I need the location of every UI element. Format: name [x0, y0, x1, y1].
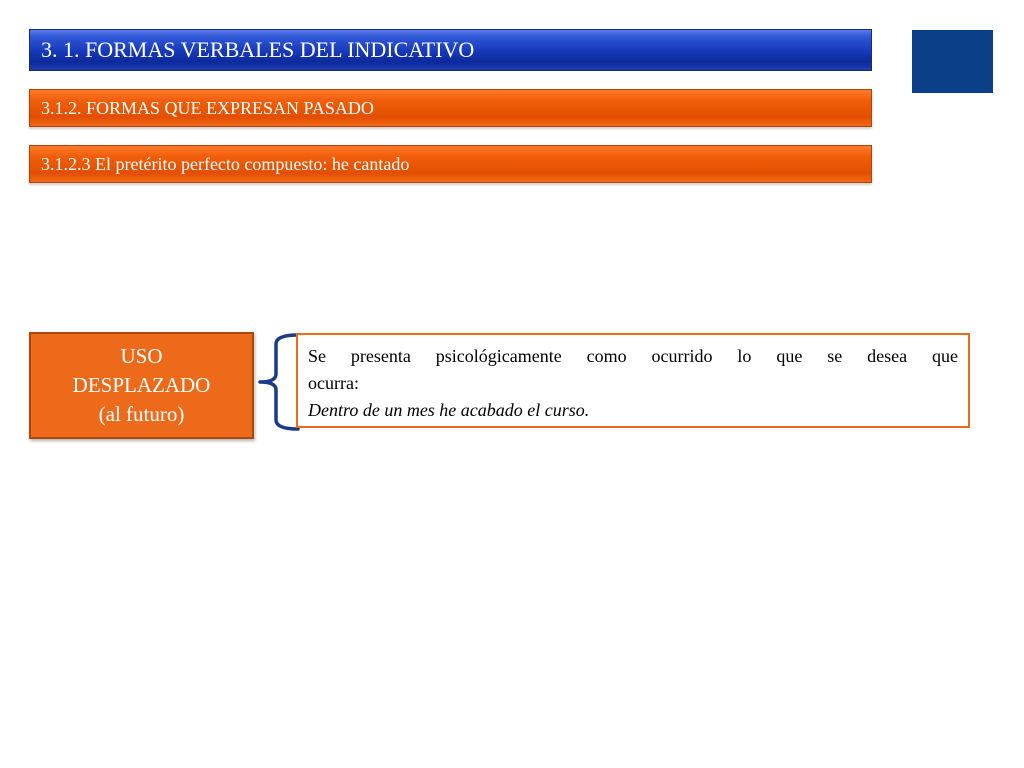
curly-brace-icon	[254, 332, 302, 432]
uso-line-1: USO	[120, 344, 163, 368]
uso-line-3: (al futuro)	[98, 402, 185, 426]
description-example: Dentro de un mes he acabado el curso.	[308, 400, 590, 420]
corner-square	[912, 30, 993, 93]
section-title: 3.1.2. FORMAS QUE EXPRESAN PASADO	[41, 97, 374, 118]
subsection-bar	[29, 145, 872, 183]
title-bar	[29, 29, 872, 71]
description-box	[296, 333, 970, 428]
uso-box	[29, 332, 254, 439]
description-line-2: ocurra:	[308, 373, 359, 393]
section-bar	[29, 89, 872, 127]
slide-title: 3. 1. FORMAS VERBALES DEL INDICATIVO	[41, 37, 475, 62]
subsection-title: 3.1.2.3 El pretérito perfecto compuesto: he cantado	[41, 153, 410, 174]
description-line-1: Se presenta psicológicamente como ocurrido lo que se desea que	[308, 346, 958, 366]
uso-line-2: DESPLAZADO	[72, 373, 211, 397]
